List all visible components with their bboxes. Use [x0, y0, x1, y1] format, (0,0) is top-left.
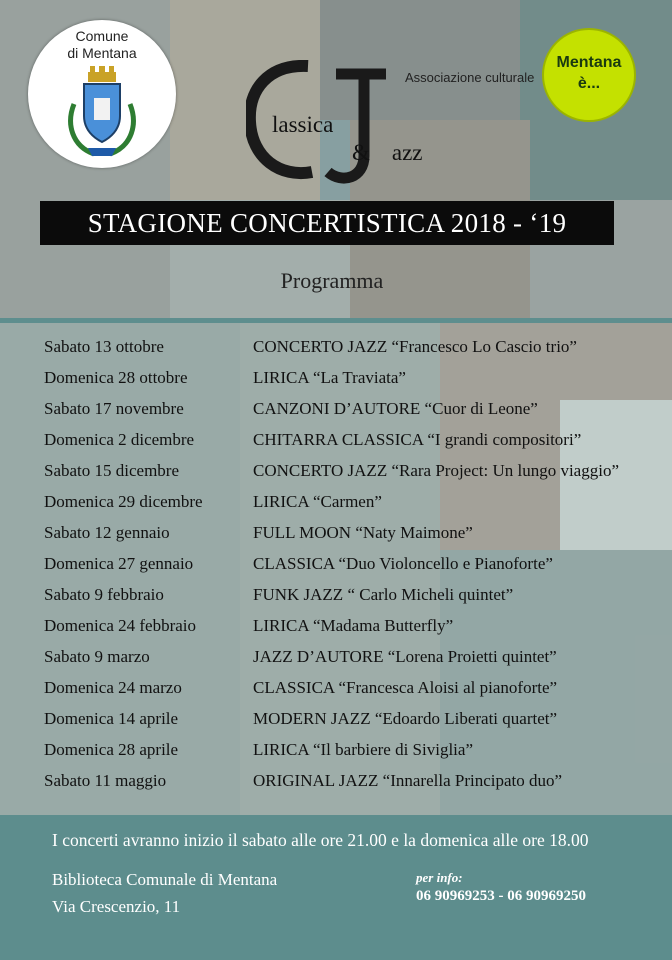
coat-of-arms-icon	[64, 64, 140, 160]
event-date: Domenica 28 aprile	[44, 740, 179, 759]
event-date: Sabato 15 dicembre	[44, 461, 180, 480]
event-title: ORIGINAL JAZZ “Innarella Principato duo”	[253, 771, 563, 790]
event-row	[0, 399, 672, 430]
event-row	[0, 430, 672, 461]
event-row	[0, 368, 672, 399]
event-title: FUNK JAZZ “ Carlo Micheli quintet”	[253, 585, 514, 604]
event-date: Sabato 13 ottobre	[44, 337, 164, 356]
logo-jazz-text: azz	[391, 140, 423, 165]
event-row	[0, 585, 672, 616]
event-date: Domenica 24 marzo	[44, 678, 182, 697]
event-row	[0, 709, 672, 740]
event-date: Domenica 27 gennaio	[44, 554, 194, 573]
event-title: CLASSICA “Francesca Aloisi al pianoforte”	[253, 678, 558, 697]
event-title: CONCERTO JAZZ “Rara Project: Un lungo viaggio”	[253, 461, 619, 480]
event-row	[0, 492, 672, 523]
start-times: I concerti avranno inizio il sabato alle ore 21.00 e la domenica alle ore 18.00	[52, 830, 589, 850]
event-row	[0, 616, 672, 647]
comune-logo	[28, 20, 176, 168]
event-row	[0, 740, 672, 771]
season-title: STAGIONE CONCERTISTICA 2018 - ‘19	[40, 201, 614, 245]
event-date: Domenica 2 dicembre	[44, 430, 195, 449]
event-date: Sabato 12 gennaio	[44, 523, 170, 542]
badge-line1: Mentana	[556, 54, 622, 71]
venue-name: Biblioteca Comunale di Mentana	[52, 870, 278, 889]
mentana-badge	[542, 28, 636, 122]
event-title: JAZZ D’AUTORE “Lorena Proietti quintet”	[253, 647, 557, 666]
event-date: Domenica 28 ottobre	[44, 368, 188, 387]
event-title: LIRICA “Il barbiere di Siviglia”	[253, 740, 473, 759]
logo-ampersand: &	[352, 140, 370, 165]
info-label: per info:	[416, 870, 463, 885]
event-date: Sabato 9 marzo	[44, 647, 150, 666]
event-row	[0, 554, 672, 585]
logo-word-classica: lassica	[272, 112, 334, 137]
event-title: MODERN JAZZ “Edoardo Liberati quartet”	[253, 709, 558, 728]
event-row	[0, 523, 672, 554]
event-date: Domenica 29 dicembre	[44, 492, 203, 511]
event-row	[0, 678, 672, 709]
event-title: LIRICA “Carmen”	[253, 492, 382, 511]
event-title: CANZONI D’AUTORE “Cuor di Leone”	[253, 399, 538, 418]
association-label: Associazione culturale	[405, 70, 535, 85]
event-title: LIRICA “Madama Butterfly”	[253, 616, 454, 635]
event-date: Domenica 14 aprile	[44, 709, 179, 728]
event-row	[0, 461, 672, 492]
event-title: FULL MOON “Naty Maimone”	[253, 523, 473, 542]
comune-line2: di Mentana	[67, 45, 137, 61]
logo-word-jazz	[352, 140, 423, 166]
event-row	[0, 337, 672, 368]
event-date: Sabato 17 novembre	[44, 399, 184, 418]
comune-line1: Comune	[75, 28, 129, 44]
event-title: CHITARRA CLASSICA “I grandi compositori”	[253, 430, 582, 449]
event-date: Domenica 24 febbraio	[44, 616, 196, 635]
event-title: CONCERTO JAZZ “Francesco Lo Cascio trio”	[253, 337, 577, 356]
divider	[0, 318, 672, 323]
event-title: LIRICA “La Traviata”	[253, 368, 406, 387]
phone-numbers: 06 90969253 - 06 90969250	[416, 888, 586, 904]
event-date: Sabato 9 febbraio	[44, 585, 164, 604]
venue-address: Via Crescenzio, 11	[52, 897, 181, 916]
event-row	[0, 771, 672, 802]
program-label: Programma	[280, 268, 384, 293]
program-heading	[0, 268, 672, 294]
event-title: CLASSICA “Duo Violoncello e Pianoforte”	[253, 554, 553, 573]
event-date: Sabato 11 maggio	[44, 771, 167, 790]
badge-line2: è...	[577, 75, 601, 92]
event-row	[0, 647, 672, 678]
